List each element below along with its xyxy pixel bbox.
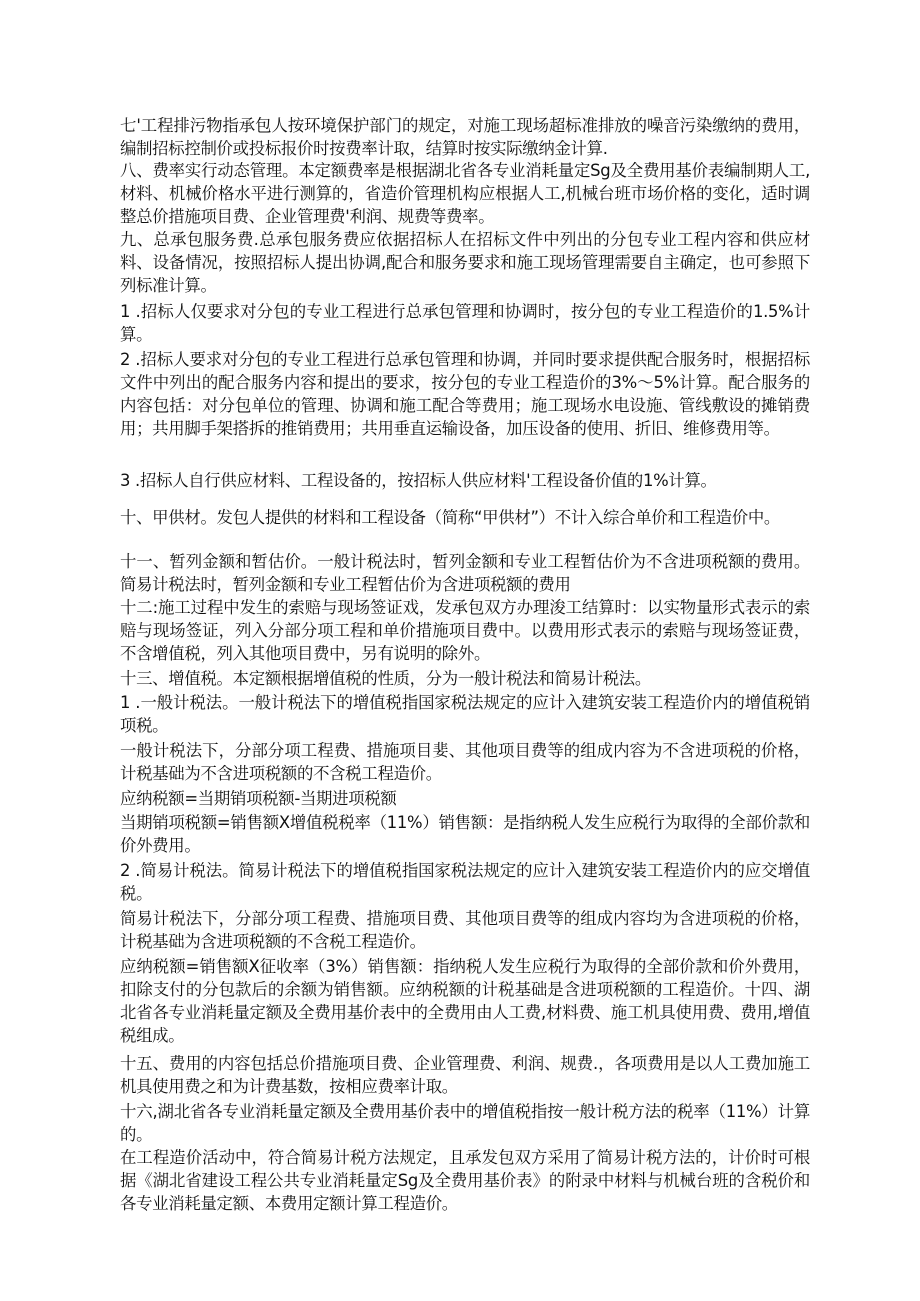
formula-output-tax: 当期销项税额=销售额X增值税税率（11%）销售额：是指纳税人发生应税行为取得的全部价款和价外费用。 xyxy=(120,813,810,855)
paragraph-13-simple-method-detail: 简易计税法下，分部分项工程费、措施项目费、其他项目费等的组成内容均为含进项税的价格，计税基础为含进项税额的不含税工程造价。 xyxy=(120,909,810,951)
formula-payable-tax-general: 应纳税额=当期销项税额-当期进项税额 xyxy=(120,789,397,808)
paragraph-simple-method-pricing: 在工程造价活动中，符合简易计税方法规定，且承发包双方采用了简易计税方法的，计价时可根据《湖北省建设工程公共专业消耗量定Sg及全费用基价表》的附录中材料与机械台班的含税价和各专业消耗量定额、本费用定额计算工程造价。 xyxy=(120,1148,810,1213)
paragraph-11-provisional-sums: 十一、暂列金额和暂估价。一般计税法时，暂列金额和专业工程暂估价为不含进项税额的费用。简易计税法时，暂列金额和专业工程暂估价为含进项税额的费用 xyxy=(120,552,810,594)
paragraph-8-dynamic-rates: 八、费率实行动态管理。本定额费率是根据湖北省各专业消耗量定Sg及全费用基价表编制期人工,材料、机械价格水平进行测算的，省造价管理机构应根据人工,机械台班市场价格的变化，适时调整总价措施项目费、企业管理费'利润、规费等费率。 xyxy=(120,161,810,226)
paragraph-9-item-3: 3 .招标人自行供应材料、工程设备的，按招标人供应材料'工程设备价值的1%计算。 xyxy=(120,471,717,490)
paragraph-10-owner-supplied-materials: 十、甲供材。发包人提供的材料和工程设备（简称“甲供材”）不计入综合单价和工程造价中。 xyxy=(120,508,781,527)
paragraph-16-vat-rate: 十六,湖北省各专业消耗量定额及全费用基价表中的增值税指按一般计税方法的税率（11%）计算的。 xyxy=(120,1102,810,1144)
formula-payable-tax-simple: 应纳税额=销售额X征收率（3%）销售额：指纳税人发生应税行为取得的全部价款和价外费用，扣除支付的分包款后的余额为销售额。应纳税额的计税基础是含进项税额的工程造价。十四、湖北省各专业消耗量定额及全费用基价表中的全费用由人工费,材料费、施工机具使用费、费用,增值税组成。 xyxy=(120,957,810,1045)
paragraph-15-fee-contents: 十五、费用的内容包括总价措施项目费、企业管理费、利润、规费.，各项费用是以人工费加施工机具使用费之和为计费基数，按相应费率计取。 xyxy=(120,1054,810,1096)
paragraph-12-claims-and-visas: 十二:施工过程中发生的索赔与现场签证戏，发承包双方办理浚工结算时：以实物量形式表示的索赔与现场签证，列入分部分项工程和单价措施项目费中。以费用形式表示的索赔与现场签证费，不含增值税，列入其他项目费中，另有说明的除外。 xyxy=(120,598,810,663)
paragraph-13-vat: 十三、增值税。本定额根据增值税的性质，分为一般计税法和简易计税法。 xyxy=(120,669,651,688)
paragraph-7-pollution-fee: 七'工程排污物指承包人按环境保护部门的规定，对施工现场超标准排放的噪音污染缴纳的费用，编制招标控制价或投标报价时按费率计取，结算时按实际缴纳金计算. xyxy=(120,116,810,158)
paragraph-13-general-method-detail: 一般计税法下，分部分项工程费、措施项目婓、其他项目费等的组成内容为不含进项税的价格，计税基础为不含进项税额的不含税工程造价。 xyxy=(120,741,810,783)
paragraph-9-item-2: 2 .招标人要求对分包的专业工程进行总承包管理和协调，并同时要求提供配合服务时，根据招标文件中列出的配合服务内容和提出的要求，按分包的专业工程造价的3%～5%计算。配合服务的内容包括：对分包单位的管理、协调和施工配合等费用；施工现场水电设施、管线敷设的摊销费用；共用脚手架搭拆的推销费用；共用垂直运输设备，加压设备的使用、折旧、维修费用等。 xyxy=(120,350,810,438)
paragraph-13-item-1: 1 .一般计税法。一般计税法下的增值税指国家税法规定的应计入建筑安装工程造价内的增值税销项税。 xyxy=(120,693,810,735)
paragraph-13-item-2: 2 .简易计税法。简易计税法下的增值税指国家税法规定的应计入建筑安装工程造价内的应交增值税。 xyxy=(120,861,810,903)
paragraph-9-general-contract-fee: 九、总承包服务费.总承包服务费应依据招标人在招标文件中列出的分包专业工程内容和供应材料、设备情况，按照招标人提出协调,配合和服务要求和施工现场管理需要自主确定，也可参照下列标准计算。 xyxy=(120,230,810,295)
paragraph-9-item-1: 1 .招标人仅要求对分包的专业工程进行总承包管理和协调时，按分包的专业工程造价的1.5%计算。 xyxy=(120,302,810,344)
